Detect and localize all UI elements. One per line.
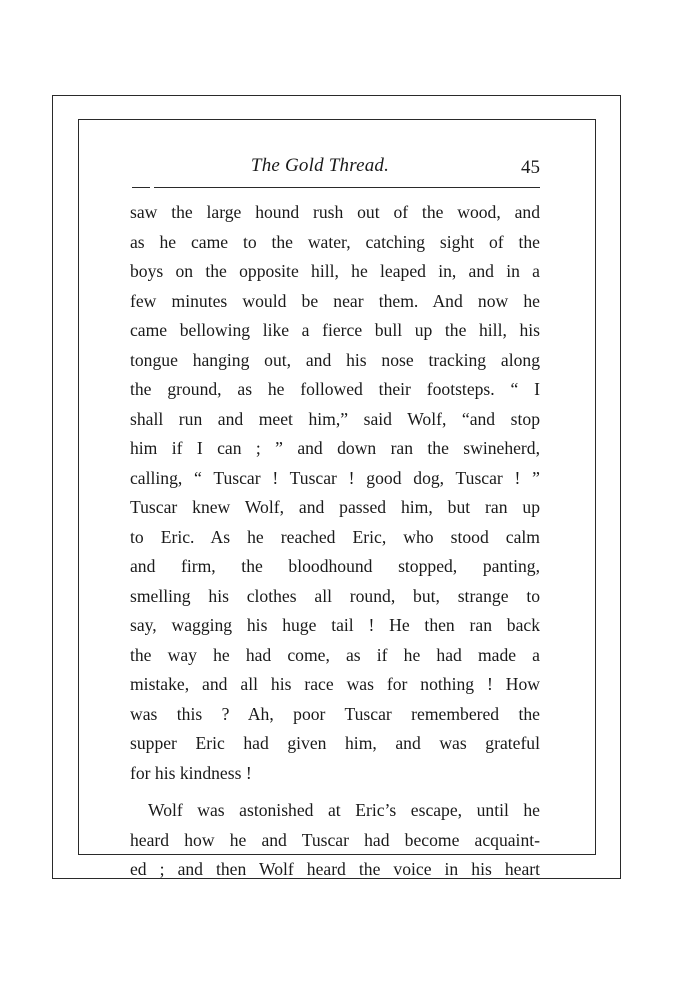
text-line: mistake, and all his race was for nothing ! How — [130, 674, 540, 694]
text-line: tongue hanging out, and his nose tracking along — [130, 349, 540, 370]
page-number: 45 — [521, 157, 540, 178]
text-line: say, wagging his huge tail ! He then ran back — [130, 615, 540, 635]
text-line: to Eric. As he reached Eric, who stood calm — [130, 526, 540, 547]
paragraph-1 — [130, 198, 540, 788]
text-line: shall run and meet him,” said Wolf, “and stop — [130, 408, 540, 429]
text-line: came bellowing like a fierce bull up the hill, his — [130, 320, 540, 340]
text-line: saw the large hound rush out of the wood, and — [130, 202, 540, 222]
text-line: ed ; and then Wolf heard the voice in his heart — [130, 859, 540, 879]
running-head — [128, 155, 540, 185]
text-line: the ground, as he followed their footsteps. “ I — [130, 379, 540, 399]
text-line: as he came to the water, catching sight of the — [130, 231, 540, 252]
text-line: was this ? Ah, poor Tuscar remembered the — [130, 703, 540, 724]
text-line: calling, “ Tuscar ! Tuscar ! good dog, Tuscar ! ” — [130, 467, 540, 488]
text-line: for his kindness ! — [130, 762, 252, 783]
running-title: The Gold Thread. — [250, 155, 390, 176]
body-text — [130, 198, 540, 885]
header-rule-gap — [150, 185, 154, 190]
text-line: heard how he and Tuscar had become acquaint- — [130, 829, 540, 850]
text-line: supper Eric had given him, and was grateful — [130, 733, 540, 753]
header-rule — [132, 187, 540, 188]
text-line: Tuscar knew Wolf, and passed him, but ran up — [130, 497, 540, 517]
paragraph-gap — [130, 788, 540, 796]
text-line: boys on the opposite hill, he leaped in, and in a — [130, 261, 540, 281]
text-line: smelling his clothes all round, but, strange to — [130, 585, 540, 606]
text-line: him if I can ; ” and down ran the swineherd, — [130, 438, 540, 458]
text-line: and firm, the bloodhound stopped, panting, — [130, 556, 540, 576]
paragraph-2 — [130, 796, 540, 885]
text-line: Wolf was astonished at Eric’s escape, until he — [148, 800, 540, 820]
text-line: the way he had come, as if he had made a — [130, 644, 540, 665]
text-line: few minutes would be near them. And now he — [130, 290, 540, 311]
